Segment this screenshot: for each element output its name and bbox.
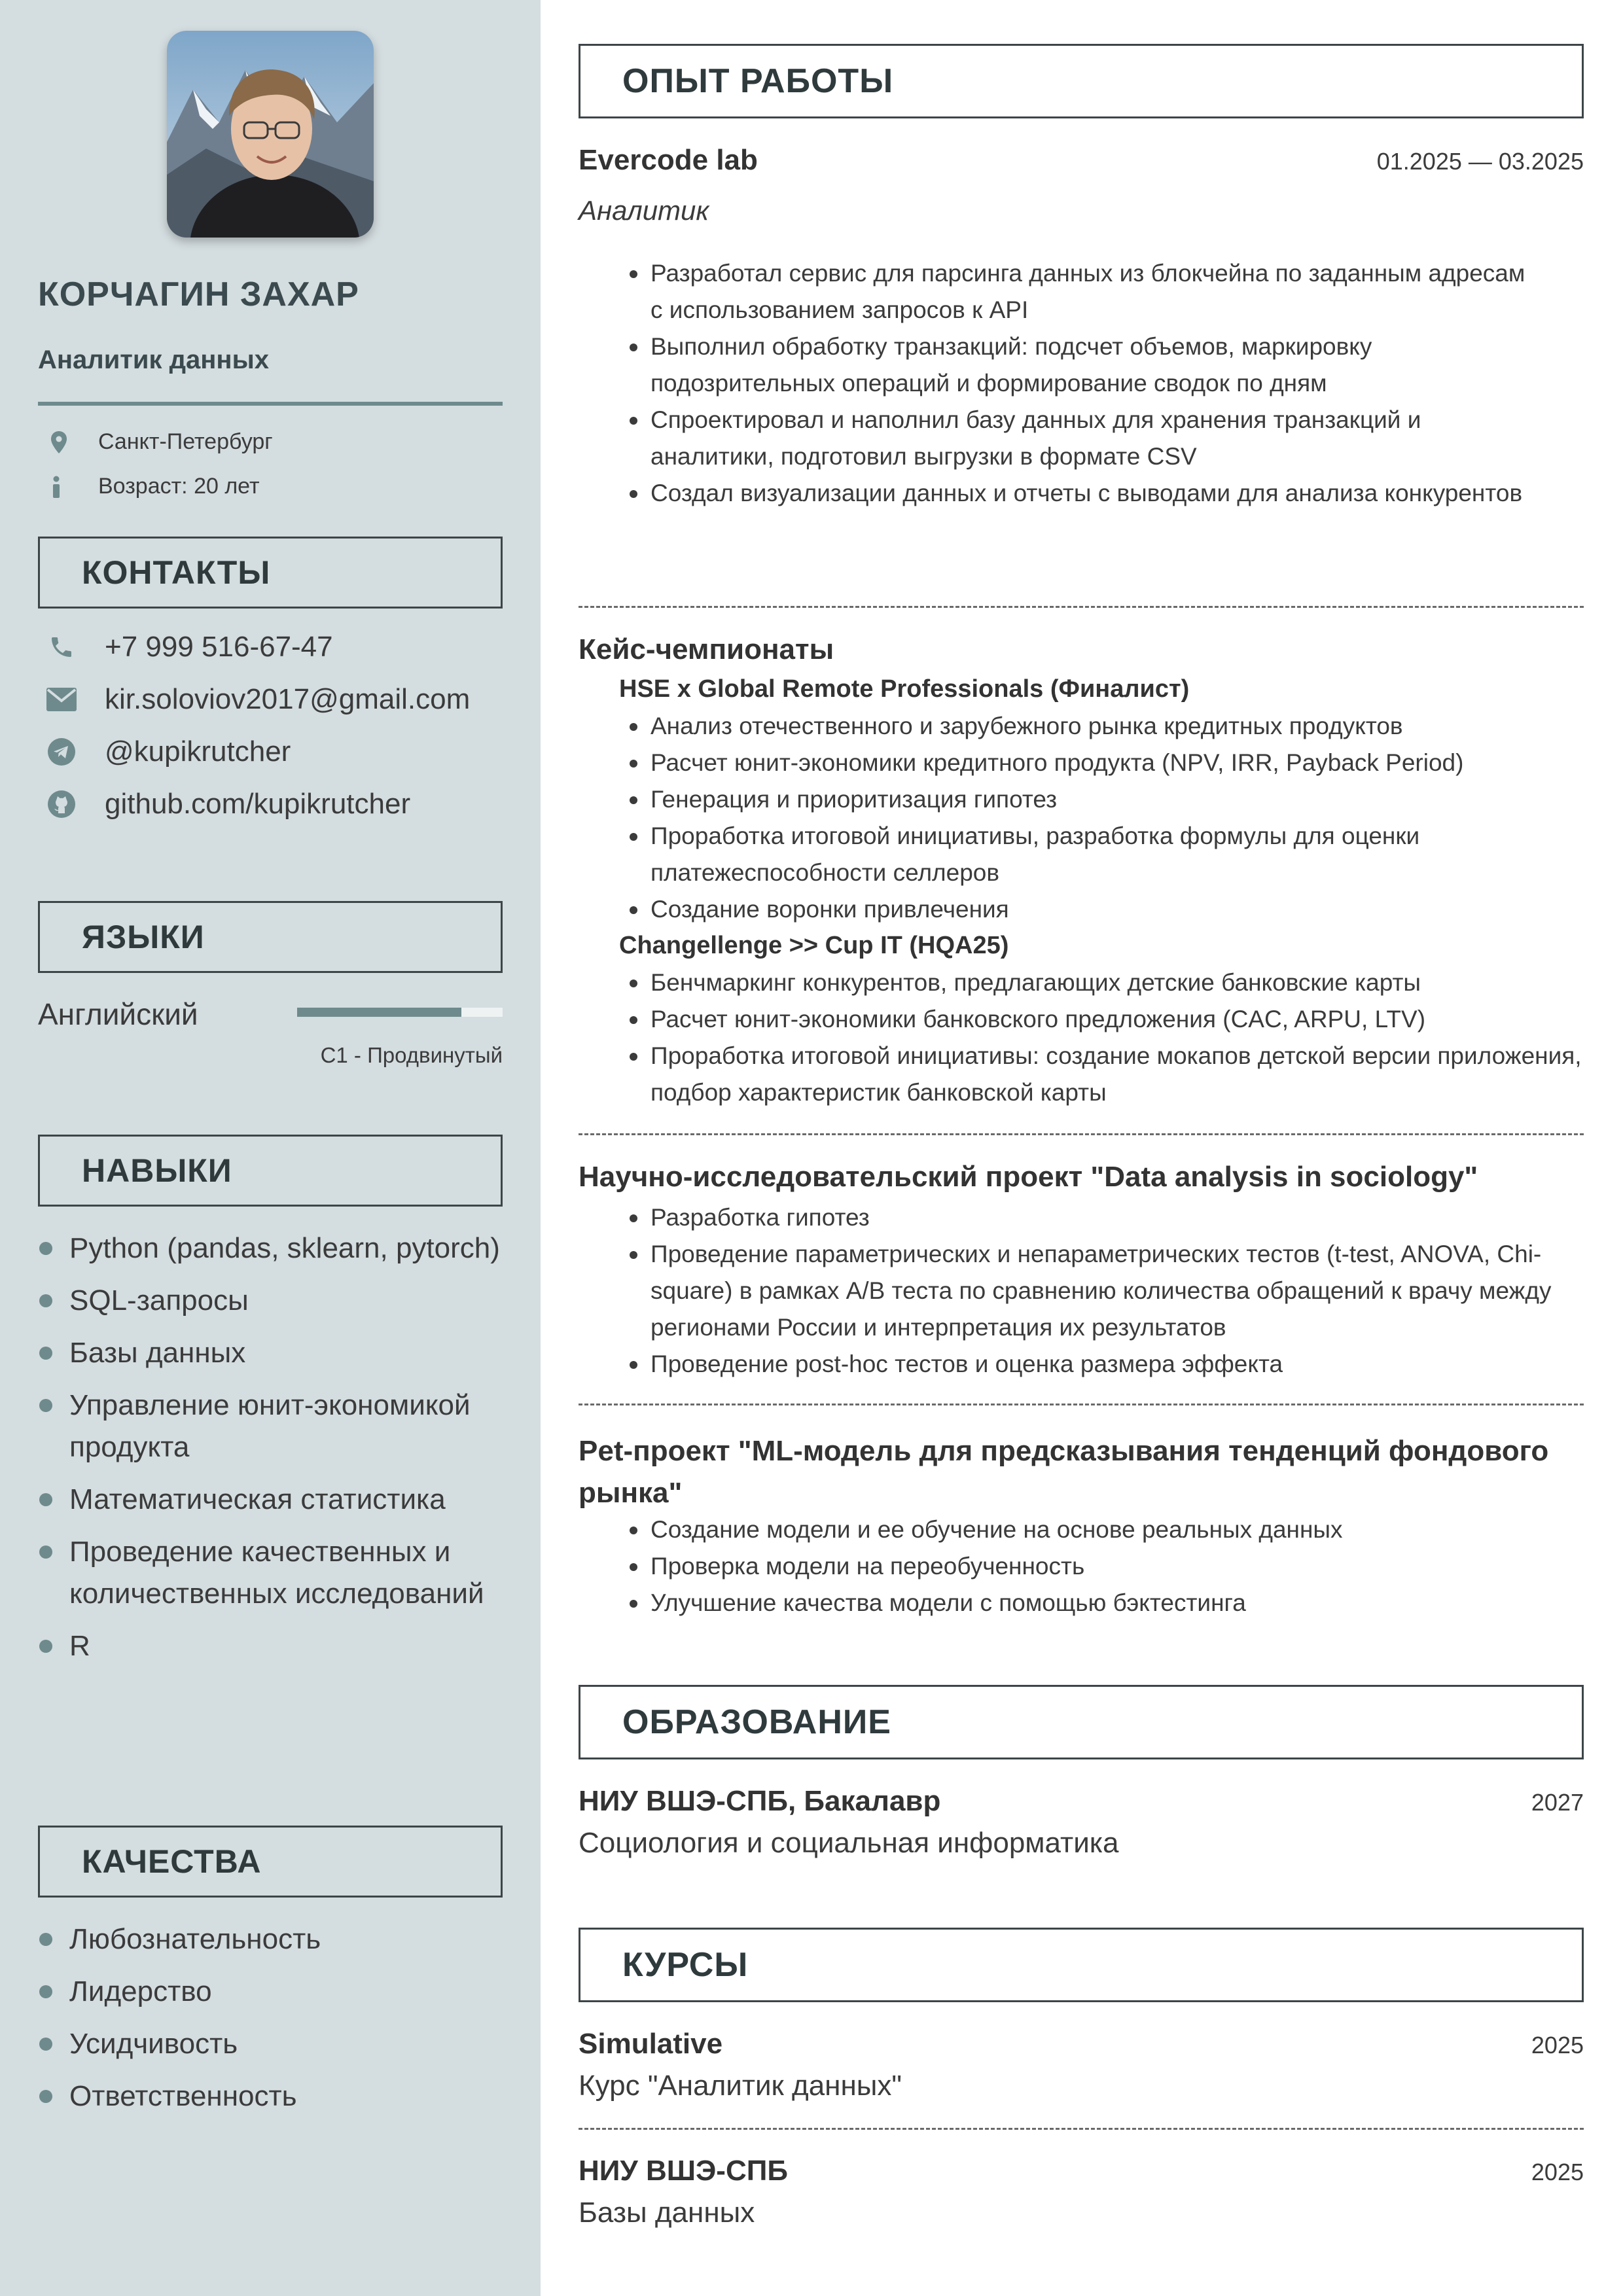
education-school: НИУ ВШЭ-СПБ, Бакалавр bbox=[579, 1785, 941, 1817]
course-name: Курс "Аналитик данных" bbox=[579, 2070, 902, 2102]
bullet-item: Анализ отечественного и зарубежного рынка кредитных продуктов bbox=[628, 708, 1584, 745]
quality-item: Ответственность bbox=[38, 2075, 509, 2117]
phone-icon bbox=[38, 634, 85, 660]
pet-project-bullets bbox=[628, 1511, 1584, 1621]
course-year: 2025 bbox=[1531, 2159, 1584, 2185]
experience-header: ОПЫТ РАБОТЫ bbox=[579, 44, 1584, 118]
job-company: Evercode lab bbox=[579, 144, 758, 176]
section-divider bbox=[579, 2128, 1584, 2130]
bullet-item: Спроектировал и наполнил базу данных для хранения транзакций и аналитики, подготовил выгрузки в формате CSV bbox=[628, 402, 1531, 475]
quality-item: Любознательность bbox=[38, 1918, 509, 1960]
job1-bullets bbox=[628, 255, 1531, 512]
github-link[interactable]: github.com/kupikrutcher bbox=[105, 788, 411, 820]
courses-header: КУРСЫ bbox=[579, 1928, 1584, 2002]
skills-list bbox=[38, 1227, 509, 1678]
candidate-name: КОРЧАГИН ЗАХАР bbox=[38, 275, 359, 313]
qualities-header: КАЧЕСТВА bbox=[38, 1826, 503, 1898]
education-header: ОБРАЗОВАНИЕ bbox=[579, 1685, 1584, 1759]
languages-header: ЯЗЫКИ bbox=[38, 901, 503, 973]
skill-item: Проведение качественных и количественных исследований bbox=[38, 1531, 509, 1615]
github-icon bbox=[38, 790, 85, 818]
section-divider bbox=[579, 1404, 1584, 1405]
bullet-item: Выполнил обработку транзакций: подсчет объемов, маркировку подозрительных операций и формирование сводок по дням bbox=[628, 328, 1531, 402]
section-divider bbox=[579, 1133, 1584, 1135]
language-proficiency-bar bbox=[297, 1008, 503, 1017]
course-name: Базы данных bbox=[579, 2197, 755, 2229]
course-year: 2025 bbox=[1531, 2032, 1584, 2058]
mail-icon bbox=[38, 688, 85, 711]
email-row bbox=[38, 683, 470, 716]
education-program: Социология и социальная информатика bbox=[579, 1827, 1119, 1859]
pet-project-title: Pet-проект "ML-модель для предсказывания тенденций фондового рынка" bbox=[579, 1435, 1549, 1509]
city-row bbox=[38, 429, 273, 455]
role-divider bbox=[38, 402, 503, 406]
telegram-link[interactable]: @kupikrutcher bbox=[105, 735, 291, 768]
location-pin-icon bbox=[38, 431, 77, 453]
skill-item: Математическая статистика bbox=[38, 1479, 509, 1521]
skill-item: R bbox=[38, 1625, 509, 1667]
bullet-item: Создание воронки привлечения bbox=[628, 891, 1584, 928]
bullet-item: Проведение post-hoc тестов и оценка размера эффекта bbox=[628, 1346, 1584, 1383]
bullet-item: Генерация и приоритизация гипотез bbox=[628, 781, 1584, 818]
contacts-header: КОНТАКТЫ bbox=[38, 537, 503, 609]
profile-photo bbox=[167, 31, 374, 238]
city-text: Санкт-Петербург bbox=[98, 429, 273, 454]
language-proficiency-fill bbox=[297, 1008, 461, 1017]
age-row bbox=[38, 474, 260, 499]
course-org: НИУ ВШЭ-СПБ bbox=[579, 2155, 788, 2187]
skill-item: Python (pandas, sklearn, pytorch) bbox=[38, 1227, 509, 1269]
bullet-item: Создание модели и ее обучение на основе реальных данных bbox=[628, 1511, 1584, 1548]
job-dates: 01.2025 — 03.2025 bbox=[1376, 148, 1584, 175]
language-name: Английский bbox=[38, 997, 198, 1031]
bullet-item: Расчет юнит-экономики кредитного продукта (NPV, IRR, Payback Period) bbox=[628, 745, 1584, 781]
skill-item: Базы данных bbox=[38, 1332, 509, 1374]
bullet-item: Расчет юнит-экономики банковского предложения (CAC, ARPU, LTV) bbox=[628, 1001, 1584, 1038]
education-year: 2027 bbox=[1531, 1789, 1584, 1816]
case-championships-title: Кейс-чемпионаты bbox=[579, 633, 834, 665]
course-org: Simulative bbox=[579, 2028, 723, 2060]
telegram-row bbox=[38, 735, 291, 768]
case1-bullets bbox=[628, 708, 1584, 928]
bullet-item: Разработал сервис для парсинга данных из блокчейна по заданным адресам с использованием запросов к API bbox=[628, 255, 1531, 328]
skill-item: Управление юнит-экономикой продукта bbox=[38, 1385, 509, 1468]
bullet-item: Бенчмаркинг конкурентов, предлагающих детские банковские карты bbox=[628, 964, 1584, 1001]
skill-item: SQL-запросы bbox=[38, 1280, 509, 1322]
case2-bullets bbox=[628, 964, 1584, 1111]
skills-header: НАВЫКИ bbox=[38, 1135, 503, 1207]
bullet-item: Разработка гипотез bbox=[628, 1199, 1584, 1236]
language-level: C1 - Продвинутый bbox=[320, 1043, 503, 1067]
qualities-list bbox=[38, 1918, 509, 2128]
bullet-item: Проработка итоговой инициативы, разработка формулы для оценки платежеспособности селлеров bbox=[628, 818, 1584, 891]
bullet-item: Создал визуализации данных и отчеты с выводами для анализа конкурентов bbox=[628, 475, 1531, 512]
telegram-icon bbox=[38, 738, 85, 766]
case-subtitle: HSE x Global Remote Professionals (Финалист) bbox=[619, 675, 1190, 703]
sidebar bbox=[0, 0, 541, 2296]
bullet-item: Проработка итоговой инициативы: создание мокапов детской версии приложения, подбор характеристик банковской карты bbox=[628, 1038, 1584, 1111]
section-divider bbox=[579, 606, 1584, 608]
github-row bbox=[38, 788, 410, 821]
research-bullets bbox=[628, 1199, 1584, 1383]
research-project-title: Научно-исследовательский проект "Data analysis in sociology" bbox=[579, 1161, 1478, 1193]
bullet-item: Улучшение качества модели с помощью бэктестинга bbox=[628, 1585, 1584, 1621]
quality-item: Лидерство bbox=[38, 1971, 509, 2013]
age-text: Возраст: 20 лет bbox=[98, 474, 260, 499]
info-icon bbox=[38, 476, 77, 498]
email-link[interactable]: kir.soloviov2017@gmail.com bbox=[105, 683, 471, 715]
phone-link[interactable]: +7 999 516-67-47 bbox=[105, 631, 333, 663]
job-role: Аналитик bbox=[579, 195, 709, 226]
case-subtitle: Changellenge >> Cup IT (HQA25) bbox=[619, 932, 1009, 959]
bullet-item: Проведение параметрических и непараметрических тестов (t-test, ANOVA, Chi-square) в рамках A/B теста по сравнению количества обращений к врачу между регионами России и интерпретация их результатов bbox=[628, 1236, 1584, 1346]
bullet-item: Проверка модели на переобученность bbox=[628, 1548, 1584, 1585]
phone-row bbox=[38, 631, 333, 663]
candidate-role: Аналитик данных bbox=[38, 345, 269, 374]
quality-item: Усидчивость bbox=[38, 2023, 509, 2065]
